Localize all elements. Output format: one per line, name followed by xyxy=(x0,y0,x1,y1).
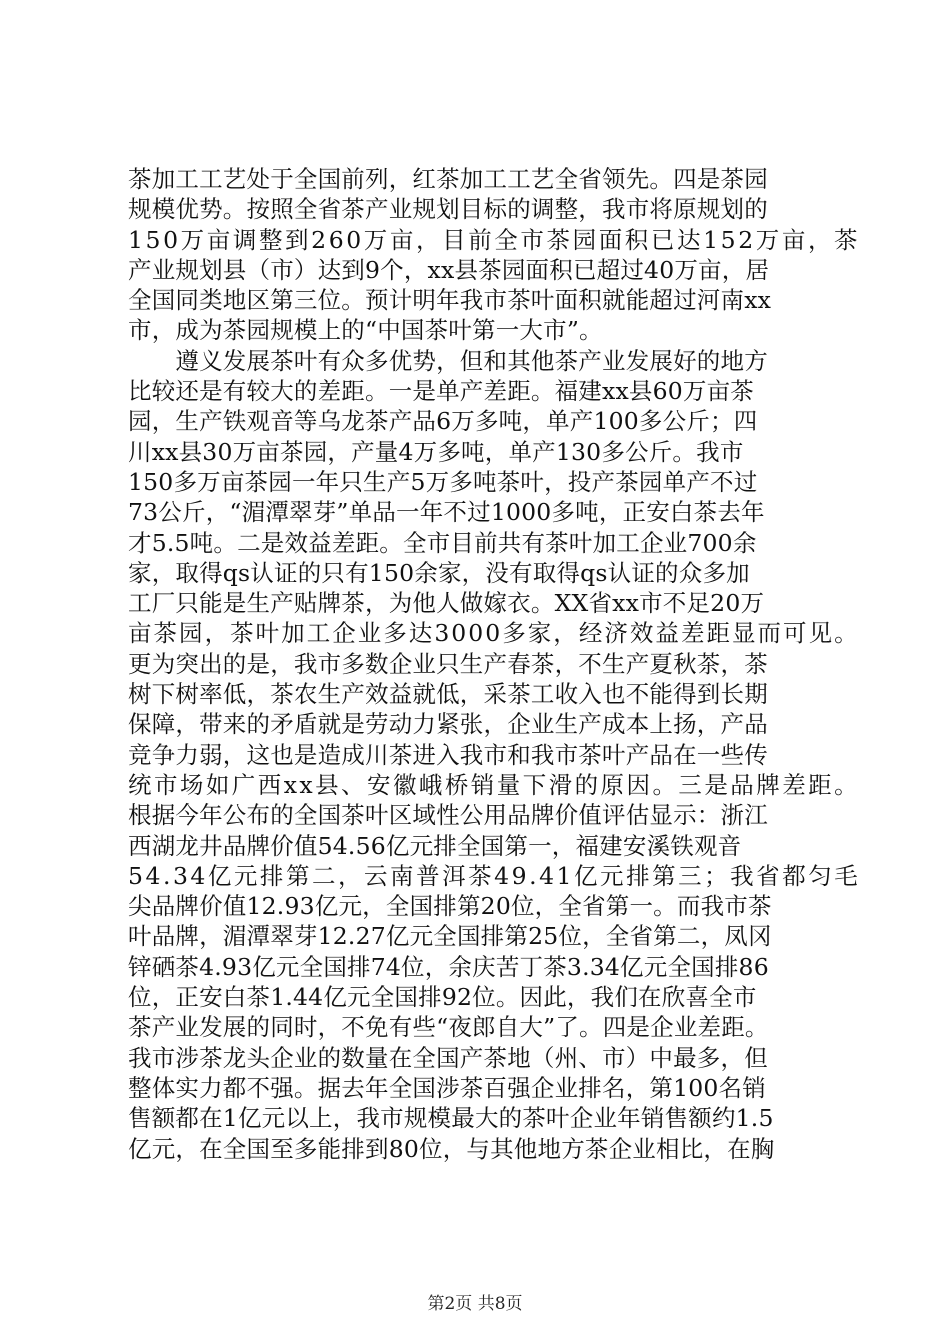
text-line: 比较还是有较大的差距。一是单产差距。福建xx县60万亩茶 xyxy=(128,377,755,406)
text-line: 遵义发展茶叶有众多优势，但和其他茶产业发展好的地方 xyxy=(128,346,768,375)
body-text xyxy=(128,164,861,1164)
text-line: 尖品牌价值12.93亿元，全国排第20位，全省第一。而我市茶 xyxy=(128,892,772,921)
text-line: 亩茶园，茶叶加工企业多达3000多家，经济效益差距显而可见。 xyxy=(128,619,860,648)
page-number: 第2页 共8页 xyxy=(427,1294,523,1314)
text-line: 位，正安白茶1.44亿元全国排92位。因此，我们在欣喜全市 xyxy=(128,983,757,1012)
text-line: 售额都在1亿元以上，我市规模最大的茶叶企业年销售额约1.5 xyxy=(128,1104,774,1133)
text-line: 我市涉茶龙头企业的数量在全国产茶地（州、市）中最多，但 xyxy=(128,1043,768,1072)
text-line: 竞争力弱，这也是造成川茶进入我市和我市茶叶产品在一些传 xyxy=(128,740,768,769)
text-line: 锌硒茶4.93亿元全国排74位，余庆苦丁茶3.34亿元全国排86 xyxy=(128,952,769,981)
text-line: 园，生产铁观音等乌龙茶产品6万多吨，单产100多公斤；四 xyxy=(128,407,758,436)
text-line: 整体实力都不强。据去年全国涉茶百强企业排名，第100名销 xyxy=(128,1073,766,1102)
text-line: 叶品牌，湄潭翠芽12.27亿元全国排第25位，全省第二，凤冈 xyxy=(128,922,772,951)
text-line: 150多万亩茶园一年只生产5万多吨茶叶，投产茶园单产不过 xyxy=(128,467,758,496)
text-line: 保障，带来的矛盾就是劳动力紧张，企业生产成本上扬，产品 xyxy=(128,710,768,739)
text-line: 川xx县30万亩茶园，产量4万多吨，单产130多公斤。我市 xyxy=(128,437,744,466)
text-line: 茶产业发展的同时，不免有些“夜郎自大”了。四是企业差距。 xyxy=(128,1013,769,1042)
text-line: 树下树率低，茶农生产效益就低，采茶工收入也不能得到长期 xyxy=(128,680,768,709)
text-line: 产业规划县（市）达到9个，xx县茶园面积已超过40万亩，居 xyxy=(128,255,770,284)
text-line: 茶加工工艺处于全国前列，红茶加工工艺全省领先。四是茶园 xyxy=(128,165,768,193)
text-line: 更为突出的是，我市多数企业只生产春茶，不生产夏秋茶，茶 xyxy=(128,649,768,678)
text-line: 市，成为茶园规模上的“中国茶叶第一大市”。 xyxy=(128,316,603,345)
text-line: 54.34亿元排第二，云南普洱茶49.41亿元排第三；我省都匀毛 xyxy=(128,861,861,890)
text-line: 才5.5吨。二是效益差距。全市目前共有茶叶加工企业700余 xyxy=(128,528,757,557)
text-line: 73公斤，“湄潭翠芽”单品一年不过1000多吨，正安白茶去年 xyxy=(128,498,765,527)
text-line: 150万亩调整到260万亩，目前全市茶园面积已达152万亩，茶 xyxy=(128,225,861,254)
text-line: 根据今年公布的全国茶叶区域性公用品牌价值评估显示：浙江 xyxy=(128,801,768,830)
text-line: 西湖龙井品牌价值54.56亿元排全国第一，福建安溪铁观音 xyxy=(128,831,742,860)
text-line: 工厂只能是生产贴牌茶，为他人做嫁衣。XX省xx市不足20万 xyxy=(128,589,765,618)
text-line: 家，取得qs认证的只有150余家，没有取得qs认证的众多加 xyxy=(128,558,750,587)
text-line: 规模优势。按照全省茶产业规划目标的调整，我市将原规划的 xyxy=(128,195,768,224)
text-line: 亿元，在全国至多能排到80位，与其他地方茶企业相比，在胸 xyxy=(128,1134,775,1163)
text-line: 全国同类地区第三位。预计明年我市茶叶面积就能超过河南xx xyxy=(128,286,772,315)
text-line: 统市场如广西xx县、安徽峨桥销量下滑的原因。三是品牌差距。 xyxy=(128,770,861,799)
